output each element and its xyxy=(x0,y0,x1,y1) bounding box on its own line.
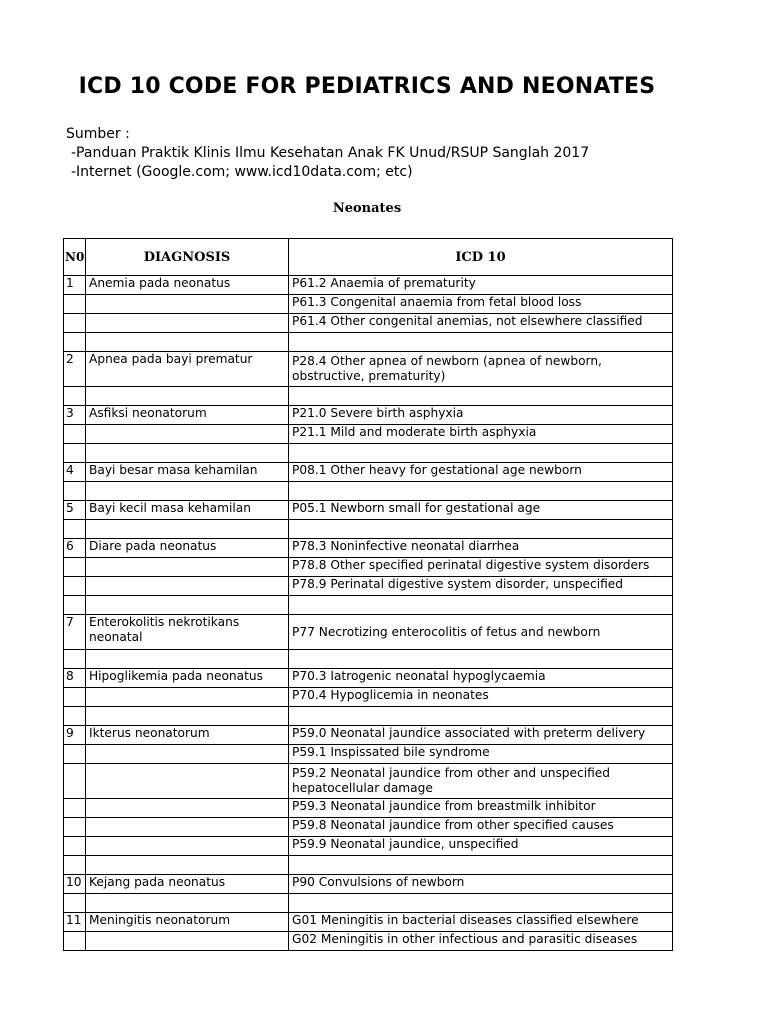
row-number xyxy=(64,932,86,951)
row-diagnosis: Hipoglikemia pada neonatus xyxy=(86,669,289,688)
table-row xyxy=(64,745,673,764)
row-diagnosis: Bayi kecil masa kehamilan xyxy=(86,501,289,520)
table-row xyxy=(64,650,673,669)
table-row xyxy=(64,520,673,539)
row-diagnosis xyxy=(86,799,289,818)
row-number xyxy=(64,650,86,669)
row-diagnosis xyxy=(86,650,289,669)
table-row xyxy=(64,406,673,425)
table-row xyxy=(64,463,673,482)
row-diagnosis xyxy=(86,837,289,856)
source-item: -Panduan Praktik Klinis Ilmu Kesehatan Anak FK Unud/RSUP Sanglah 2017 xyxy=(71,145,590,161)
row-diagnosis: Meningitis neonatorum xyxy=(86,913,289,932)
row-diagnosis xyxy=(86,894,289,913)
row-icd-code: P59.3 Neonatal jaundice from breastmilk inhibitor xyxy=(289,799,673,818)
row-diagnosis xyxy=(86,444,289,463)
section-title: Neonates xyxy=(332,201,402,216)
table-row xyxy=(64,837,673,856)
row-diagnosis xyxy=(86,387,289,406)
row-number xyxy=(64,799,86,818)
row-number xyxy=(64,520,86,539)
table-row xyxy=(64,913,673,932)
row-icd-code: G01 Meningitis in bacterial diseases classified elsewhere xyxy=(289,913,673,932)
table-row xyxy=(64,818,673,837)
row-number xyxy=(64,837,86,856)
sources-heading: Sumber : xyxy=(66,126,130,142)
row-icd-code: P05.1 Newborn small for gestational age xyxy=(289,501,673,520)
row-icd-code xyxy=(289,482,673,501)
row-icd-code xyxy=(289,856,673,875)
row-icd-code: P77 Necrotizing enterocolitis of fetus and newborn xyxy=(289,615,673,650)
row-number xyxy=(64,745,86,764)
row-icd-code xyxy=(289,894,673,913)
table-row xyxy=(64,596,673,615)
row-number xyxy=(64,387,86,406)
row-number xyxy=(64,425,86,444)
row-number: 7 xyxy=(64,615,86,650)
row-diagnosis xyxy=(86,295,289,314)
row-icd-code xyxy=(289,387,673,406)
row-number xyxy=(64,314,86,333)
row-number xyxy=(64,856,86,875)
row-icd-code xyxy=(289,444,673,463)
row-icd-code: P08.1 Other heavy for gestational age newborn xyxy=(289,463,673,482)
row-number xyxy=(64,577,86,596)
row-number xyxy=(64,707,86,726)
row-diagnosis xyxy=(86,520,289,539)
row-number: 2 xyxy=(64,352,86,387)
row-diagnosis: Apnea pada bayi prematur xyxy=(86,352,289,387)
table-row xyxy=(64,577,673,596)
row-diagnosis xyxy=(86,425,289,444)
row-number xyxy=(64,558,86,577)
row-diagnosis xyxy=(86,745,289,764)
row-number xyxy=(64,482,86,501)
row-diagnosis xyxy=(86,688,289,707)
row-number: 11 xyxy=(64,913,86,932)
table-row xyxy=(64,387,673,406)
row-number xyxy=(64,688,86,707)
row-diagnosis: Bayi besar masa kehamilan xyxy=(86,463,289,482)
row-icd-code: P59.2 Neonatal jaundice from other and unspecified hepatocellular damage xyxy=(289,764,673,799)
table-row xyxy=(64,894,673,913)
row-icd-code: P78.8 Other specified perinatal digestive system disorders xyxy=(289,558,673,577)
row-diagnosis: Anemia pada neonatus xyxy=(86,276,289,295)
table-row xyxy=(64,425,673,444)
row-icd-code: P61.4 Other congenital anemias, not elsewhere classified xyxy=(289,314,673,333)
row-number: 6 xyxy=(64,539,86,558)
row-icd-code: P70.3 Iatrogenic neonatal hypoglycaemia xyxy=(289,669,673,688)
table-row xyxy=(64,856,673,875)
row-number xyxy=(64,894,86,913)
row-icd-code: P78.9 Perinatal digestive system disorder, unspecified xyxy=(289,577,673,596)
row-icd-code: P28.4 Other apnea of newborn (apnea of newborn, obstructive, prematurity) xyxy=(289,352,673,387)
table-row xyxy=(64,352,673,387)
row-icd-code: P78.3 Noninfective neonatal diarrhea xyxy=(289,539,673,558)
table-row xyxy=(64,875,673,894)
page-title: ICD 10 CODE FOR PEDIATRICS AND NEONATES xyxy=(78,74,656,99)
row-diagnosis xyxy=(86,333,289,352)
row-icd-code: P90 Convulsions of newborn xyxy=(289,875,673,894)
row-icd-code xyxy=(289,650,673,669)
row-icd-code: P59.1 Inspissated bile syndrome xyxy=(289,745,673,764)
row-number: 1 xyxy=(64,276,86,295)
header-no: N0 xyxy=(64,239,86,276)
row-icd-code: P70.4 Hypoglicemia in neonates xyxy=(289,688,673,707)
table-row xyxy=(64,539,673,558)
table-row xyxy=(64,558,673,577)
table-row xyxy=(64,482,673,501)
icd-table xyxy=(63,238,673,951)
row-icd-code xyxy=(289,520,673,539)
row-icd-code xyxy=(289,596,673,615)
row-icd-code xyxy=(289,333,673,352)
table-row xyxy=(64,295,673,314)
row-number: 5 xyxy=(64,501,86,520)
row-number xyxy=(64,596,86,615)
row-diagnosis: Asfiksi neonatorum xyxy=(86,406,289,425)
row-number: 3 xyxy=(64,406,86,425)
table-row xyxy=(64,669,673,688)
row-icd-code: P21.0 Severe birth asphyxia xyxy=(289,406,673,425)
row-diagnosis xyxy=(86,314,289,333)
row-diagnosis: Ikterus neonatorum xyxy=(86,726,289,745)
table-header-row xyxy=(64,239,673,276)
row-icd-code: P59.8 Neonatal jaundice from other specified causes xyxy=(289,818,673,837)
row-number xyxy=(64,333,86,352)
row-number xyxy=(64,818,86,837)
row-icd-code xyxy=(289,707,673,726)
row-icd-code: P21.1 Mild and moderate birth asphyxia xyxy=(289,425,673,444)
row-diagnosis xyxy=(86,932,289,951)
row-diagnosis xyxy=(86,856,289,875)
table-row xyxy=(64,615,673,650)
row-diagnosis: Enterokolitis nekrotikans neonatal xyxy=(86,615,289,650)
source-item: -Internet (Google.com; www.icd10data.com; etc) xyxy=(71,164,413,180)
table-row xyxy=(64,444,673,463)
row-number xyxy=(64,444,86,463)
row-diagnosis: Kejang pada neonatus xyxy=(86,875,289,894)
table-row xyxy=(64,799,673,818)
sources-block xyxy=(66,125,589,182)
row-icd-code: P61.3 Congenital anaemia from fetal blood loss xyxy=(289,295,673,314)
row-icd-code: P61.2 Anaemia of prematurity xyxy=(289,276,673,295)
table-row xyxy=(64,707,673,726)
row-diagnosis xyxy=(86,596,289,615)
row-diagnosis xyxy=(86,707,289,726)
row-number: 8 xyxy=(64,669,86,688)
row-number xyxy=(64,295,86,314)
table-row xyxy=(64,501,673,520)
row-diagnosis xyxy=(86,764,289,799)
row-number: 10 xyxy=(64,875,86,894)
table-row xyxy=(64,932,673,951)
table-row xyxy=(64,333,673,352)
table-row xyxy=(64,726,673,745)
row-diagnosis: Diare pada neonatus xyxy=(86,539,289,558)
row-diagnosis xyxy=(86,482,289,501)
header-diagnosis: DIAGNOSIS xyxy=(86,239,289,276)
row-diagnosis xyxy=(86,818,289,837)
row-icd-code: P59.9 Neonatal jaundice, unspecified xyxy=(289,837,673,856)
table-row xyxy=(64,276,673,295)
row-diagnosis xyxy=(86,558,289,577)
header-icd: ICD 10 xyxy=(289,239,673,276)
row-number: 9 xyxy=(64,726,86,745)
row-icd-code: P59.0 Neonatal jaundice associated with preterm delivery xyxy=(289,726,673,745)
table-row xyxy=(64,688,673,707)
row-number: 4 xyxy=(64,463,86,482)
table-body xyxy=(64,276,673,951)
table-row xyxy=(64,764,673,799)
row-number xyxy=(64,764,86,799)
row-diagnosis xyxy=(86,577,289,596)
table-row xyxy=(64,314,673,333)
row-icd-code: G02 Meningitis in other infectious and parasitic diseases xyxy=(289,932,673,951)
